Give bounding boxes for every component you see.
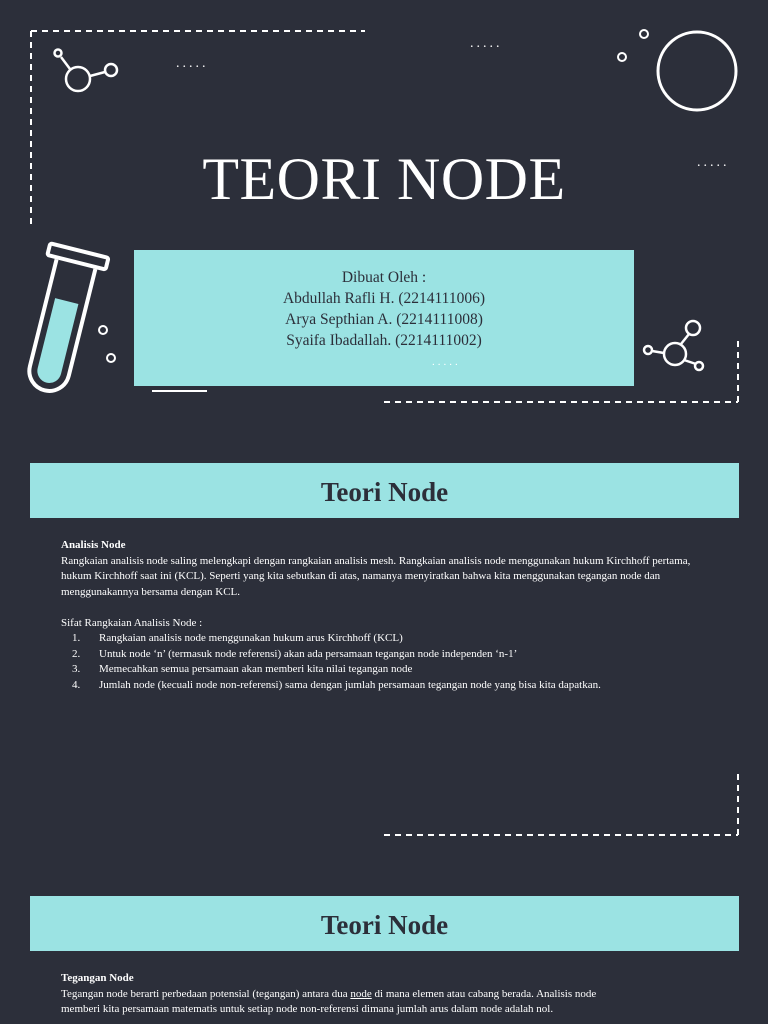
- author-name: Syaifa Ibadallah. (2214111002): [286, 332, 482, 349]
- list-text: Untuk node ‘n’ (termasuk node referensi) akan ada persamaan tegangan node independen ‘n-1’: [99, 647, 518, 660]
- property-list: [61, 631, 711, 693]
- slide3-banner: Teori Node: [30, 896, 739, 951]
- list-title: Sifat Rangkaian Analisis Node :: [61, 616, 203, 629]
- dots-decor-3: .....: [697, 155, 730, 170]
- list-number: 1.: [72, 632, 81, 644]
- dots-decor-1: .....: [176, 56, 209, 71]
- list-item: [61, 631, 711, 647]
- section-title: Tegangan Node: [61, 972, 134, 984]
- circle-icon: [658, 32, 736, 110]
- list-text: Jumlah node (kecuali node non-referensi) sama dengan jumlah persamaan tegangan node yang bisa kita dapatkan.: [99, 678, 601, 691]
- list-text: Memecahkan semua persamaan akan memberi kita nilai tegangan node: [99, 663, 413, 675]
- test-tube-icon: [15, 243, 108, 397]
- section-paragraph: [61, 987, 741, 1003]
- section-title: Analisis Node: [61, 539, 126, 551]
- list-text: Rangkaian analisis node menggunakan hukum arus Kirchhoff (KCL): [99, 632, 403, 644]
- author-heading: Dibuat Oleh :: [341, 269, 427, 286]
- list-number: 2.: [72, 647, 81, 660]
- list-number: 3.: [72, 663, 81, 675]
- slide2-banner: Teori Node: [30, 463, 739, 518]
- section-paragraph: memberi kita persamaan matematis untuk setiap node non-referensi dimana jumlah arus dalam node adalah nol.: [61, 1003, 554, 1015]
- author-name: Arya Septhian A. (2214111008): [285, 311, 483, 328]
- list-item: [61, 678, 711, 694]
- node-link[interactable]: node: [350, 987, 372, 1000]
- dots-decor-4: .....: [432, 356, 461, 368]
- list-item: [61, 662, 711, 678]
- author-name: Abdullah Rafli H. (2214111006): [282, 290, 486, 307]
- molecule-icon-right: [644, 321, 703, 370]
- dots-decor-2: .....: [470, 36, 503, 51]
- slide2-dashed-frame: [0, 760, 768, 850]
- paragraph-text: di mana elemen atau cabang berada. Analisis node: [371, 987, 597, 1000]
- paragraph-text: Tegangan node berarti perbedaan potensial (tegangan) antara dua: [61, 987, 351, 1000]
- molecule-icon: [55, 50, 118, 92]
- slide2-content: [61, 538, 711, 693]
- slide3-content: [61, 971, 741, 1018]
- list-item: [61, 647, 711, 663]
- section-paragraph: Rangkaian analisis node saling melengkapi dengan rangkaian analisis mesh. Rangkaian analisis node menggunakan hukum Kirchhoff pertama, hukum Kirchhoff saat ini (KCL). Seperti yang kita sebutkan di atas, namanya menyiratkan bahwa kita menggunakan tegangan node dan menggunakannya bersama dengan KCL.: [61, 554, 691, 598]
- page-title: TEORI NODE: [202, 146, 566, 212]
- author-box: [134, 250, 634, 386]
- list-number: 4.: [72, 678, 81, 691]
